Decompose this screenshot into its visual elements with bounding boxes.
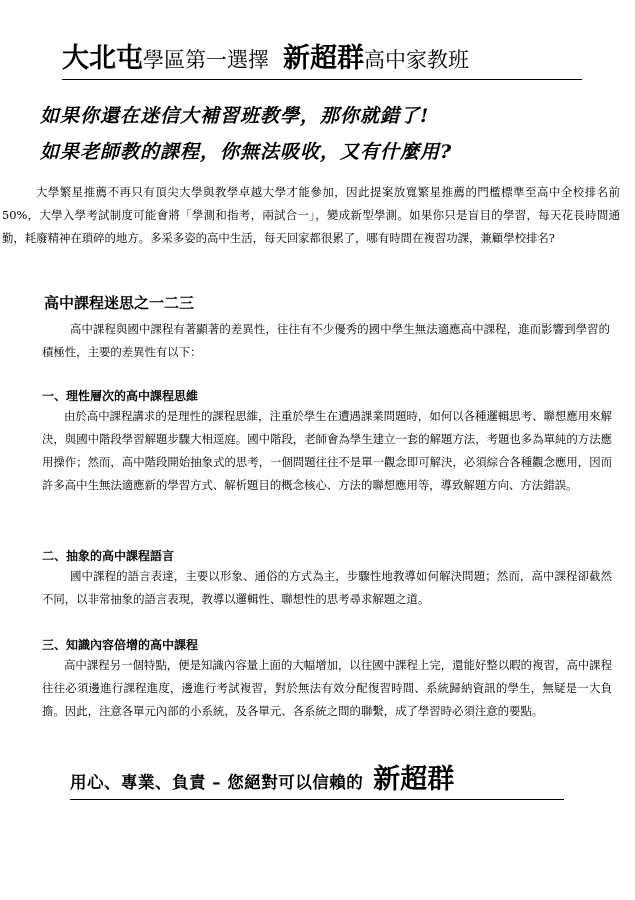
- section-2-heading: 二、抽象的高中課程語言: [42, 549, 175, 563]
- section-3-body: 高中課程另一個特點，便是知識內容量上面的大幅增加，以往國中課程上完，還能好整以暇的複習，高中課程往往必須邊進行課程進度，邊進行考試複習，對於無法有效分配復習時間、系統歸納資訊的學生，無疑是一大負擔。因此，注意各單元內部的小系統，及各單元、各系統之間的聯繫，成了學習時必須注意的要點。: [42, 658, 612, 718]
- footer-brand: 新超群: [373, 764, 455, 795]
- main-heading: 高中課程迷思之一二三: [44, 294, 195, 312]
- slogan-line-2: 如果老師教的課程，你無法吸收，又有什麼用?: [40, 141, 453, 163]
- section-3-heading: 三、知識內容倍增的高中課程: [42, 638, 199, 652]
- brand-name: 新超群: [283, 43, 364, 74]
- district-suffix: 學區第一選擇: [143, 48, 269, 72]
- slogan-line-1: 如果你還在迷信大補習班教學，那你就錯了!: [40, 105, 430, 127]
- footer-tagline: [70, 764, 564, 800]
- brand-suffix: 高中家教班: [364, 48, 469, 72]
- section-1-heading: 一、理性層次的高中課程思維: [42, 389, 199, 403]
- section-2-body: 國中課程的語言表達，主要以形象、通俗的方式為主，步驟性地教導如何解決問題；然而，高中課程卻截然不同，以非常抽象的語言表現，教導以邏輯性、聯想性的思考尋求解題之道。: [42, 569, 612, 606]
- district-name: 大北屯: [62, 43, 143, 74]
- section-1-body: 由於高中課程講求的是理性的課程思維，注重於學生在遭遇課業問題時，如何以各種邏輯思考、聯想應用來解決，與國中階段學習解題步驟大相逕庭。國中階段，老師會為學生建立一套的解題方法，考題也多為單純的方法應用操作；然而，高中階段開始抽象式的思考，一個問題往往不是單一觀念即可解決，必須綜合各種觀念應用，因而許多高中生無法適應新的學習方式、解析題目的概念核心、方法的聯想應用等，導致解題方向、方法錯誤。: [42, 409, 612, 492]
- footer-text: 用心、專業、負責 – 您絕對可以信賴的: [70, 773, 364, 792]
- main-paragraph: 高中課程與國中課程有著顯著的差異性，往往有不少優秀的國中學生無法適應高中課程，進而影響到學習的積極性，主要的差異性有以下：: [42, 322, 610, 359]
- intro-paragraph: 大學繁星推薦不再只有頂尖大學與教學卓越大學才能參加，因此提案放寬繁星推薦的門檻標準至高中全校排名前 50%，大學入學考試制度可能會將「學測和指考，兩試合一」，變成新型學測。如果你只是盲目的學習，每天花長時間通勤，耗廢精神在瑣碎的地方。多采多姿的高中生活，每天回家都很累了，哪有時間在複習功課，兼顧學校排名?: [2, 185, 620, 245]
- flyer-title: [62, 44, 582, 80]
